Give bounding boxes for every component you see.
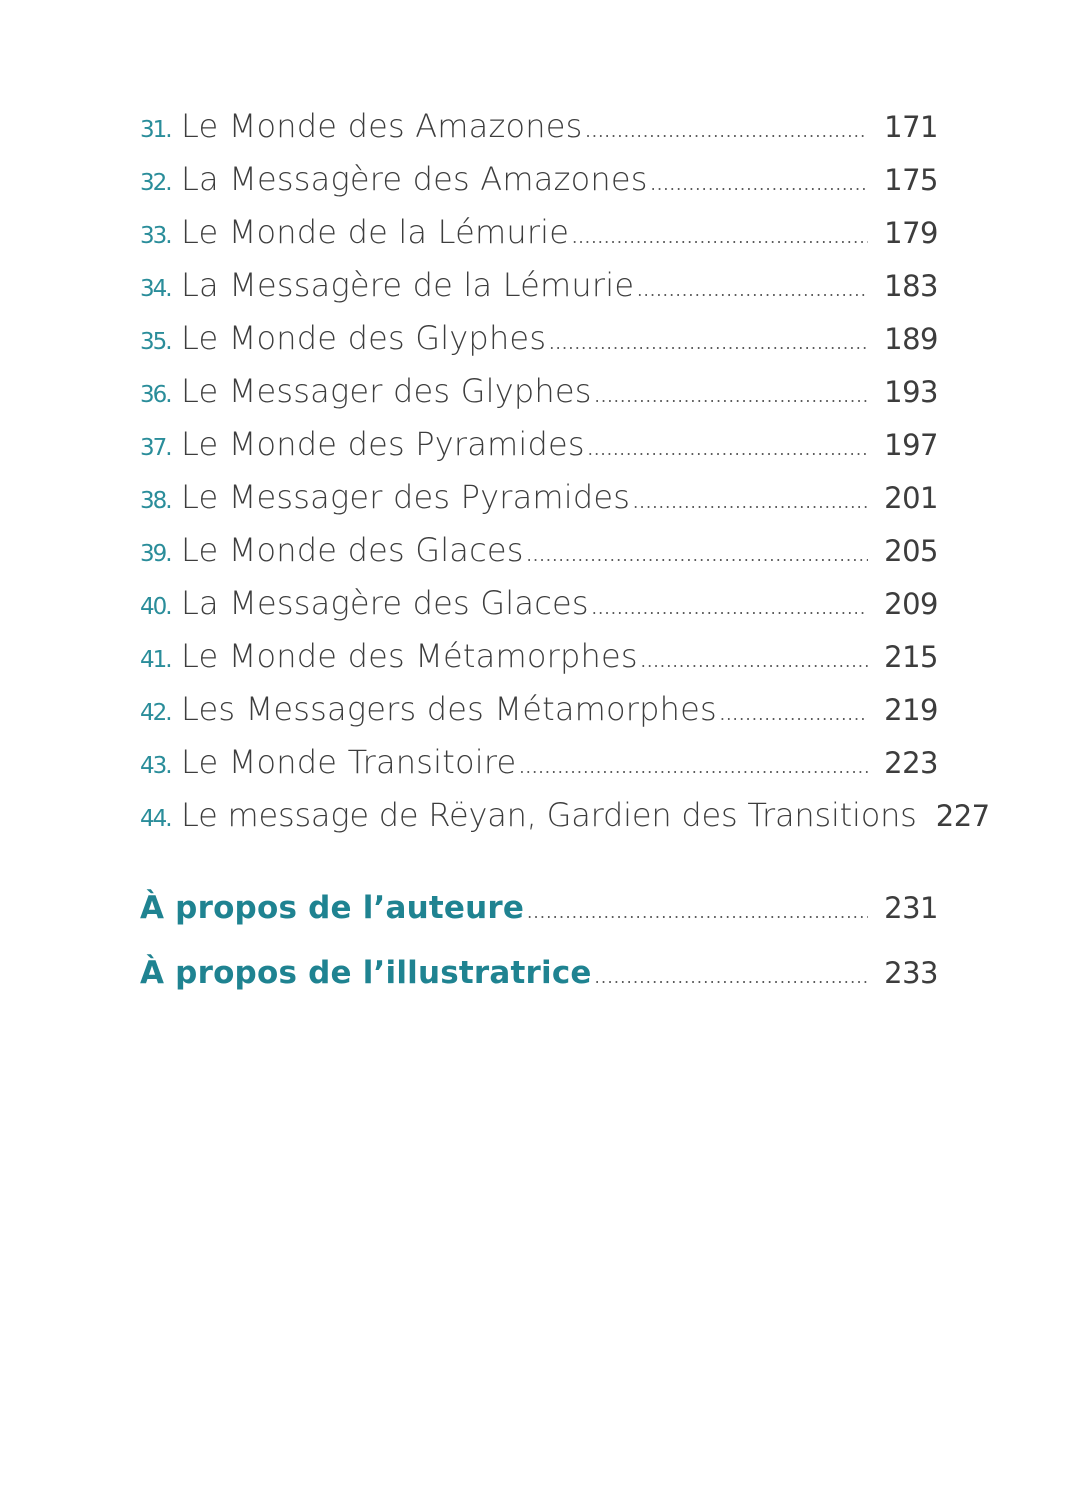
chapter-title: La Messagère des Glaces bbox=[181, 584, 589, 622]
toc-entry[interactable] bbox=[140, 683, 938, 736]
chapter-title: Le Monde de la Lémurie bbox=[181, 213, 570, 251]
chapter-title: Le Monde des Glaces bbox=[181, 531, 524, 569]
dot-leader bbox=[586, 105, 869, 158]
page-number: 197 bbox=[884, 428, 938, 462]
about-author-title: À propos de l’auteure bbox=[140, 890, 525, 926]
dot-leader bbox=[595, 370, 868, 423]
dot-leader bbox=[572, 211, 868, 264]
page-number: 183 bbox=[884, 269, 938, 303]
section-spacer bbox=[140, 842, 938, 876]
toc-entry-about-illustrator[interactable] bbox=[140, 941, 938, 1006]
dot-leader bbox=[633, 476, 868, 529]
toc-entry[interactable] bbox=[140, 259, 938, 312]
chapter-number: 43. bbox=[140, 753, 171, 779]
page-number: 223 bbox=[884, 746, 938, 780]
chapter-number: 32. bbox=[140, 170, 171, 196]
toc-entry[interactable] bbox=[140, 418, 938, 471]
page-number: 193 bbox=[884, 375, 938, 409]
page-number: 227 bbox=[935, 799, 990, 833]
chapter-number: 37. bbox=[140, 435, 171, 461]
chapter-number: 31. bbox=[140, 117, 171, 143]
dot-leader bbox=[588, 423, 868, 476]
page-number: 231 bbox=[884, 891, 938, 925]
dot-leader bbox=[519, 741, 868, 794]
dot-leader bbox=[637, 264, 868, 317]
chapter-title: Le Messager des Pyramides bbox=[181, 478, 631, 516]
chapter-title: Le Monde des Métamorphes bbox=[181, 637, 638, 675]
table-of-contents bbox=[140, 100, 990, 1006]
toc-entry[interactable] bbox=[140, 789, 990, 842]
dot-leader bbox=[527, 529, 868, 582]
page-number: 233 bbox=[884, 956, 938, 990]
chapter-title: La Messagère de la Lémurie bbox=[181, 266, 635, 304]
chapter-title: Le Messager des Glyphes bbox=[181, 372, 592, 410]
dot-leader bbox=[595, 945, 868, 1010]
chapter-title: Le Monde Transitoire bbox=[181, 743, 517, 781]
page-number: 219 bbox=[884, 693, 938, 727]
chapter-number: 34. bbox=[140, 276, 171, 302]
about-illustrator-title: À propos de l’illustratrice bbox=[140, 955, 592, 991]
toc-entry-about-author[interactable] bbox=[140, 876, 938, 941]
chapter-title: Le message de Rëyan, Gardien des Transitions bbox=[181, 796, 917, 834]
chapter-number: 39. bbox=[140, 541, 171, 567]
page-number: 205 bbox=[884, 534, 938, 568]
chapter-number: 33. bbox=[140, 223, 171, 249]
chapter-number: 36. bbox=[140, 382, 171, 408]
dot-leader bbox=[641, 635, 868, 688]
chapter-title: Le Monde des Glyphes bbox=[181, 319, 547, 357]
toc-entry[interactable] bbox=[140, 365, 938, 418]
dot-leader bbox=[592, 582, 868, 635]
page-number: 209 bbox=[884, 587, 938, 621]
toc-entry[interactable] bbox=[140, 206, 938, 259]
chapter-title: Les Messagers des Métamorphes bbox=[181, 690, 717, 728]
chapter-number: 38. bbox=[140, 488, 171, 514]
page-number: 175 bbox=[884, 163, 938, 197]
toc-entry[interactable] bbox=[140, 312, 938, 365]
page-number: 189 bbox=[884, 322, 938, 356]
toc-entry[interactable] bbox=[140, 736, 938, 789]
chapter-number: 40. bbox=[140, 594, 171, 620]
toc-entry[interactable] bbox=[140, 100, 938, 153]
page-number: 215 bbox=[884, 640, 938, 674]
chapter-number: 41. bbox=[140, 647, 171, 673]
page-number: 179 bbox=[884, 216, 938, 250]
page-number: 171 bbox=[884, 110, 938, 144]
page-number: 201 bbox=[884, 481, 938, 515]
chapter-title: Le Monde des Amazones bbox=[181, 107, 583, 145]
dot-leader bbox=[527, 880, 868, 945]
dot-leader bbox=[549, 317, 868, 370]
chapter-number: 42. bbox=[140, 700, 171, 726]
dot-leader bbox=[651, 158, 868, 211]
chapter-number: 35. bbox=[140, 329, 171, 355]
toc-entry[interactable] bbox=[140, 153, 938, 206]
toc-entry[interactable] bbox=[140, 630, 938, 683]
chapter-title: La Messagère des Amazones bbox=[181, 160, 648, 198]
toc-entry[interactable] bbox=[140, 524, 938, 577]
toc-entry[interactable] bbox=[140, 471, 938, 524]
dot-leader bbox=[720, 688, 868, 741]
chapter-number: 44. bbox=[140, 806, 171, 832]
toc-entry[interactable] bbox=[140, 577, 938, 630]
chapter-title: Le Monde des Pyramides bbox=[181, 425, 585, 463]
